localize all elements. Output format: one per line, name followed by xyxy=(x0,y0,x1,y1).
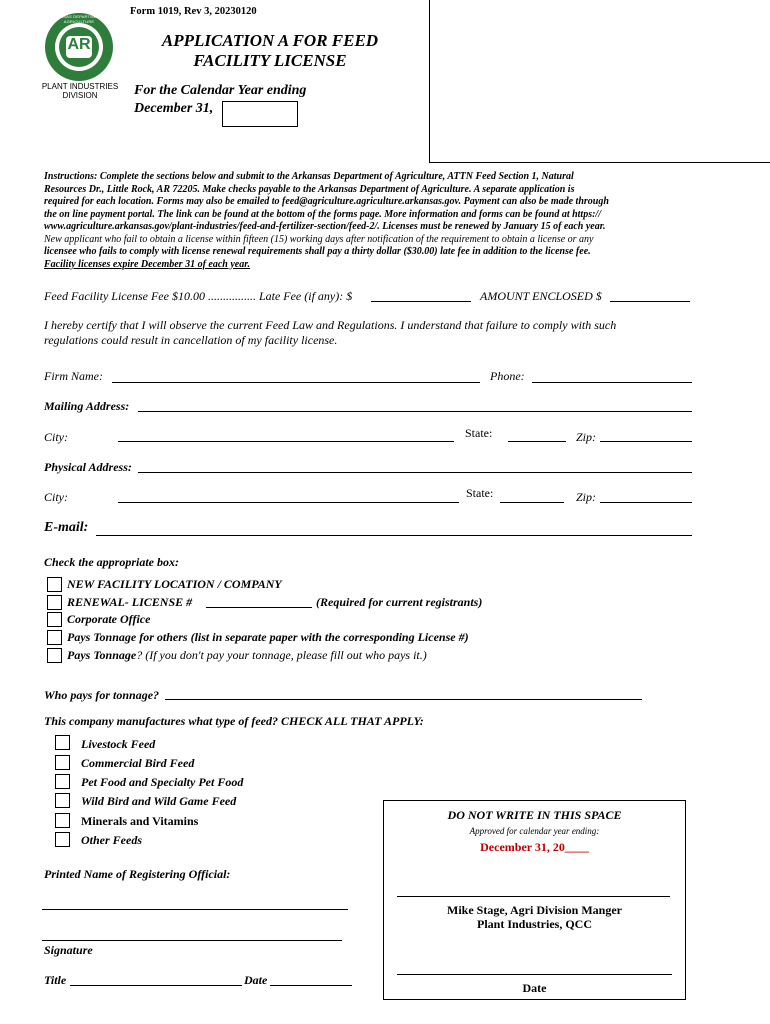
physical-city-label: City: xyxy=(44,490,68,504)
division-line-2: DIVISION xyxy=(62,91,98,100)
physical-city-input[interactable] xyxy=(118,502,459,503)
physical-zip-input[interactable] xyxy=(600,502,692,503)
pet-food-checkbox[interactable] xyxy=(55,774,70,789)
page-title xyxy=(130,31,410,71)
mailing-city-label: City: xyxy=(44,430,68,444)
email-label: E-mail: xyxy=(44,520,89,535)
pays-tonnage-note: ? (If you don't pay your tonnage, please fill out who pays it.) xyxy=(136,648,427,662)
corporate-office-checkbox[interactable] xyxy=(47,612,62,627)
title-line-1: APPLICATION A FOR FEED xyxy=(161,31,379,50)
approved-date: December 31, 20____ xyxy=(480,840,589,854)
who-pays-label: Who pays for tonnage? xyxy=(44,688,160,702)
renewal-label: RENEWAL- LICENSE # xyxy=(67,595,193,609)
office-date-line xyxy=(397,974,672,975)
firm-name-input[interactable] xyxy=(112,382,480,383)
amount-enclosed-label: AMOUNT ENCLOSED $ xyxy=(480,289,602,303)
logo-initials: AR xyxy=(67,36,91,53)
office-use-header: DO NOT WRITE IN THIS SPACE xyxy=(447,808,622,822)
certification-line: regulations could result in cancellation of my facility license. xyxy=(44,333,338,347)
instructions-block xyxy=(44,171,704,271)
feed-type-label: Livestock Feed xyxy=(81,737,156,751)
logo-ring-text: ARKANSAS DEPARTMENT OF AGRICULTURE xyxy=(48,14,110,24)
mailing-city-input[interactable] xyxy=(118,441,454,442)
agency-logo xyxy=(44,12,114,82)
mailing-address-label: Mailing Address: xyxy=(44,399,130,413)
physical-zip-label: Zip: xyxy=(576,490,597,504)
printed-name-label: Printed Name of Registering Official: xyxy=(44,867,231,881)
renewal-note: (Required for current registrants) xyxy=(316,595,483,609)
who-pays-input[interactable] xyxy=(165,699,642,700)
mailing-state-label: State: xyxy=(465,426,493,440)
subtitle-line-2: December 31, xyxy=(134,101,214,116)
signature-input[interactable] xyxy=(42,940,342,941)
phone-input[interactable] xyxy=(532,382,692,383)
office-use-box xyxy=(383,800,686,1000)
instructions-line: www.agriculture.arkansas.gov/plant-industries/feed-and-fertilizer-section/feed-2/. Licenses must be renewed by January 15 of each year. xyxy=(44,221,606,232)
pays-tonnage-others-checkbox[interactable] xyxy=(47,630,62,645)
late-fee-input[interactable] xyxy=(371,301,471,302)
minerals-vitamins-checkbox[interactable] xyxy=(55,813,70,828)
instructions-line: licensee who fails to comply with license renewal requirements shall pay a thirty dollar ($30.00) late fee in addition to the license fee. xyxy=(44,246,591,257)
wild-bird-feed-checkbox[interactable] xyxy=(55,793,70,808)
instructions-line: Facility licenses expire December 31 of each year. xyxy=(44,258,251,270)
title-line-2: FACILITY LICENSE xyxy=(193,51,347,70)
mailing-state-input[interactable] xyxy=(508,441,566,442)
feed-type-label: Commercial Bird Feed xyxy=(81,756,195,770)
date-label: Date xyxy=(244,973,268,987)
instructions-label: Instructions: xyxy=(44,171,98,182)
header-box-left-edge xyxy=(429,0,430,163)
physical-address-input[interactable] xyxy=(138,472,692,473)
instructions-line: the on line payment portal. The link can be found at the bottom of the forms page. More information and forms can be found at https:// xyxy=(44,208,601,220)
header-box-bottom-edge xyxy=(429,162,770,163)
form-number: Form 1019, Rev 3, 20230120 xyxy=(130,6,257,17)
feed-type-label: Wild Bird and Wild Game Feed xyxy=(81,794,237,808)
license-fee-label: Feed Facility License Fee $10.00 ................ Late Fee (if any): $ xyxy=(44,289,353,303)
commercial-bird-feed-checkbox[interactable] xyxy=(55,755,70,770)
subtitle-line-1: For the Calendar Year ending xyxy=(134,83,307,98)
new-facility-label: NEW FACILITY LOCATION / COMPANY xyxy=(67,577,282,591)
official-name: Mike Stage, Agri Division Manger xyxy=(447,903,622,917)
mailing-zip-label: Zip: xyxy=(576,430,597,444)
feed-type-title: This company manufactures what type of feed? CHECK ALL THAT APPLY: xyxy=(44,714,424,728)
amount-enclosed-input[interactable] xyxy=(610,301,690,302)
renewal-checkbox[interactable] xyxy=(47,595,62,610)
title-label: Title xyxy=(44,973,67,987)
corporate-office-label: Corporate Office xyxy=(67,612,151,626)
official-signature-line xyxy=(397,896,670,897)
pays-tonnage-label: Pays Tonnage xyxy=(67,648,137,662)
instructions-line: Complete the sections below and submit to the Arkansas Department of Agriculture, ATTN Feed Section 1, Natural xyxy=(99,171,574,182)
signature-label: Signature xyxy=(44,943,93,957)
livestock-feed-checkbox[interactable] xyxy=(55,735,70,750)
physical-state-label: State: xyxy=(466,486,494,500)
instructions-line: New applicant who fail to obtain a license within fifteen (15) working days after notification of the requirement to obtain a license or any xyxy=(44,233,594,245)
instructions-line: Resources Dr., Little Rock, AR 72205. Make checks payable to the Arkansas Department of Agriculture. A separate application is xyxy=(44,183,575,195)
phone-label: Phone: xyxy=(490,369,525,383)
other-feeds-checkbox[interactable] xyxy=(55,832,70,847)
approved-label: Approved for calendar year ending: xyxy=(469,826,600,836)
feed-type-label: Minerals and Vitamins xyxy=(81,814,199,828)
printed-name-input[interactable] xyxy=(42,909,348,910)
division-line-1: PLANT INDUSTRIES xyxy=(41,82,119,91)
calendar-year-input[interactable] xyxy=(222,101,298,127)
pays-tonnage-row xyxy=(67,648,427,663)
firm-name-label: Firm Name: xyxy=(44,369,103,383)
office-date-label: Date xyxy=(522,981,547,995)
check-box-title: Check the appropriate box: xyxy=(44,555,179,569)
email-input[interactable] xyxy=(96,535,692,536)
pays-tonnage-others-label: Pays Tonnage for others (list in separate paper with the corresponding License #) xyxy=(67,630,469,644)
title-input[interactable] xyxy=(70,985,242,986)
instructions-line: required for each location. Forms may also be emailed to feed@agriculture.agriculture.arkansas.gov. Payment can also be made through xyxy=(44,196,609,207)
pays-tonnage-checkbox[interactable] xyxy=(47,648,62,663)
date-input[interactable] xyxy=(270,985,352,986)
new-facility-checkbox[interactable] xyxy=(47,577,62,592)
mailing-zip-input[interactable] xyxy=(600,441,692,442)
division-name xyxy=(36,82,124,100)
feed-type-label: Other Feeds xyxy=(81,833,142,847)
official-unit: Plant Industries, QCC xyxy=(476,917,592,931)
physical-state-input[interactable] xyxy=(500,502,564,503)
certification-line: I hereby certify that I will observe the current Feed Law and Regulations. I understand that failure to comply with such xyxy=(44,318,617,332)
mailing-address-input[interactable] xyxy=(138,411,692,412)
license-number-input[interactable] xyxy=(206,607,312,608)
certification-text xyxy=(44,318,616,348)
feed-type-label: Pet Food and Specialty Pet Food xyxy=(81,775,244,789)
physical-address-label: Physical Address: xyxy=(44,460,132,474)
